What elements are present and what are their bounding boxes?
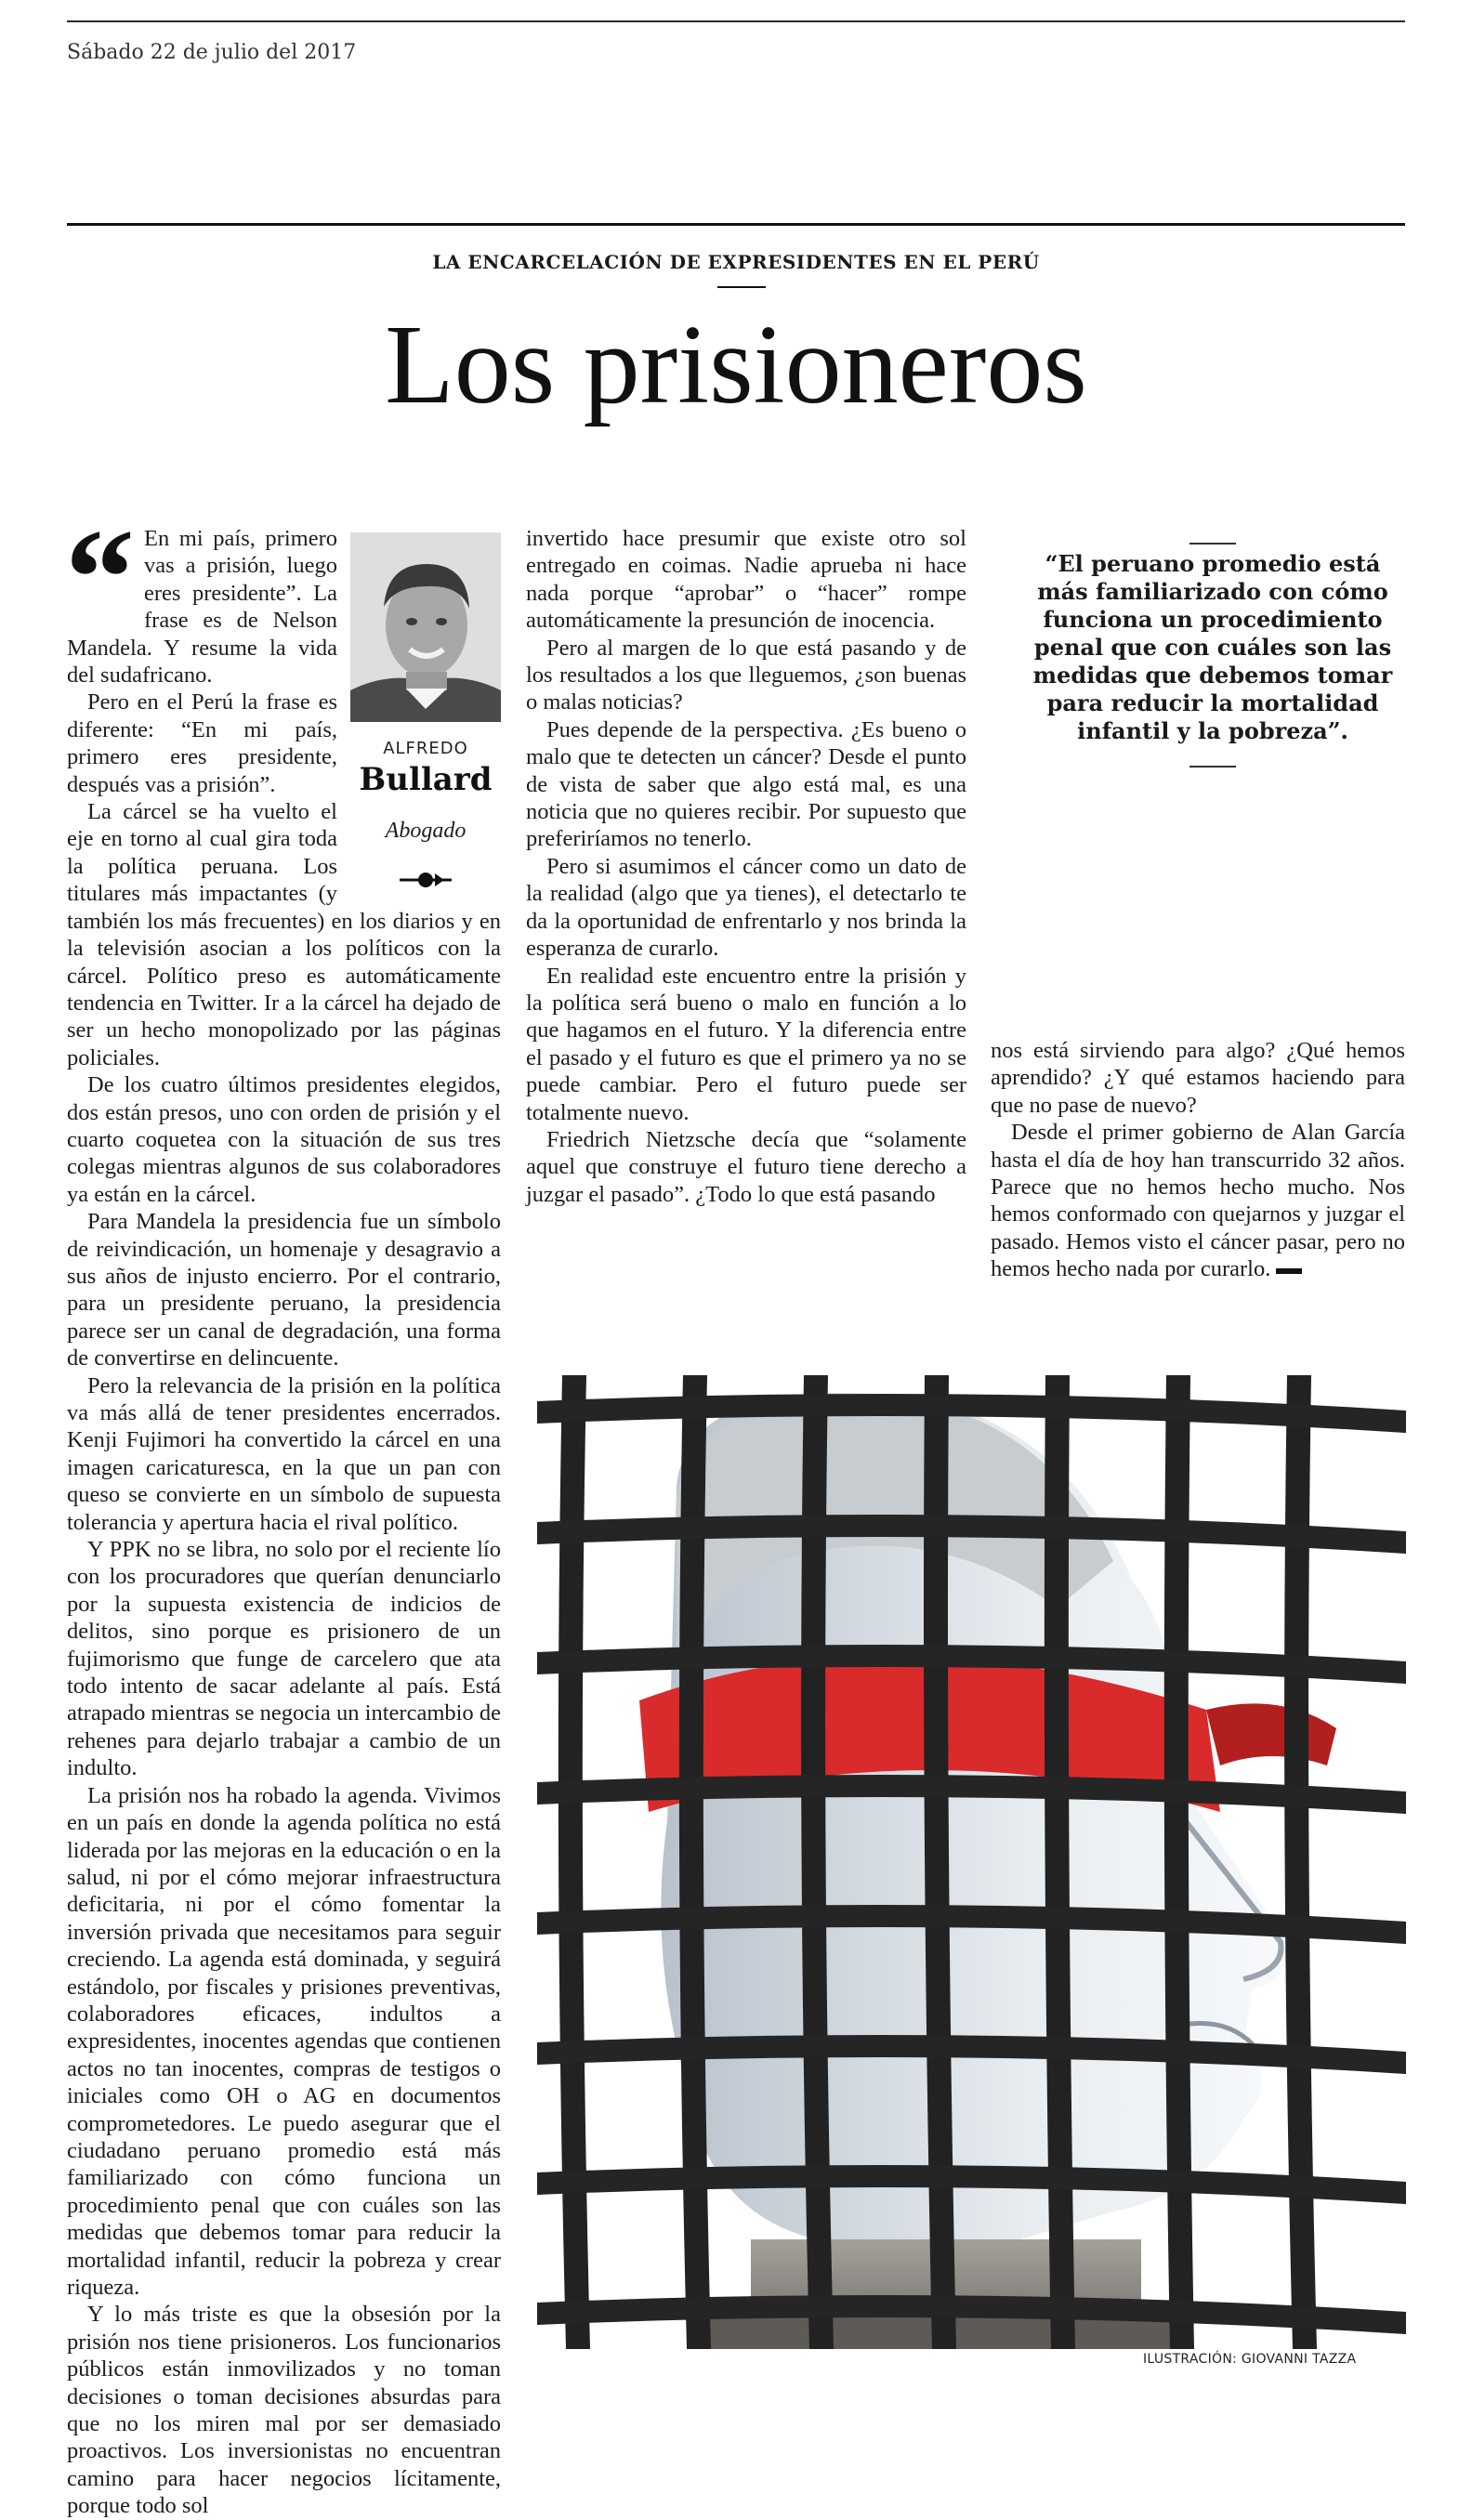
- paragraph: Pero la relevancia de la prisión en la política va más allá de tener presidentes encerrados. Kenji Fujimori ha convertido la cárcel en una imagen caricaturesca, en la que un pan con queso se convierte en un símbolo de supuesta tolerancia y apertura hacia el rival político.: [67, 1372, 501, 1535]
- kicker-underline: [717, 286, 766, 288]
- paragraph: invertido hace presumir que existe otro sol entregado en coimas. Nadie aprueba ni hace nada porque “aprobar” o “hacer” rompe automáticamente la presunción de inocencia.: [526, 526, 966, 634]
- paragraph: Y lo más triste es que la obsesión por la prisión nos tiene prisioneros. Los funcionarios públicos están inmovilizados y no toman decisiones o toman decisiones absurdas para que no los miren mal por ser demasiado proactivos. Los inversionistas no encuentran camino para hacer negocios lícitamente, porque todo sol: [67, 2302, 501, 2519]
- article-title: Los prisioneros: [385, 302, 1087, 427]
- paragraph: Pero si asumimos el cáncer como un dato de la realidad (algo que ya tienes), el detectarlo te da la oportunidad de enfrentarlo y nos brinda la esperanza de curarlo.: [526, 853, 966, 962]
- paragraph: [991, 1119, 1405, 1282]
- paragraph: nos está sirviendo para algo? ¿Qué hemos aprendido? ¿Y qué estamos haciendo para que no pase de nuevo?: [991, 1038, 1405, 1118]
- author-first-name: ALFREDO: [383, 739, 468, 758]
- paragraph: La cárcel se ha vuelto el eje en torno al cual gira toda la política peruana. Los titulares más impactantes (y también los más frecuentes) en los diarios y en la televisión asocian a los políticos con la cárcel. Político preso es automáticamente tendencia en Twitter. Ir a la cárcel ha dejado de ser un hecho monopolizado por las páginas policiales.: [67, 799, 501, 1070]
- pullquote-rule-bottom: [1189, 766, 1236, 768]
- paragraph: En realidad este encuentro entre la prisión y la política será bueno o malo en función a lo que hagamos en el futuro. Y la diferencia entre el pasado y el futuro es que el primero ya no se puede cambiar. Pero el futuro puede ser totalmente nuevo.: [526, 963, 966, 1125]
- section-rule: [67, 223, 1405, 226]
- end-of-article-icon: [1276, 1268, 1302, 1274]
- paragraph: Pues depende de la perspectiva. ¿Es bueno o malo que te detecten un cáncer? Desde el punto de vista de saber que algo está mal, es una noticia que no quieres recibir. Por supuesto que preferiríamos no tenerlo.: [526, 716, 966, 852]
- article-column-3: [991, 1037, 1405, 1283]
- top-rule: [67, 20, 1405, 22]
- paragraph: Pero en el Perú la frase es diferente: “En mi país, primero eres presidente, después vas a prisión”.: [67, 689, 337, 797]
- article-kicker: LA ENCARCELACIÓN DE EXPRESIDENTES EN EL PERÚ: [432, 251, 1040, 273]
- paragraph-text: Desde el primer gobierno de Alan García hasta el día de hoy han transcurrido 32 años. Parece que no hemos hecho mucho. Nos hemos conformado con quejarnos y juzgar el pasado. Hemos visto el cáncer pasar, pero no hemos hecho nada por curarlo.: [991, 1120, 1405, 1282]
- paragraph: Pero al margen de lo que está pasando y de los resultados a los que lleguemos, ¿son buenas o malas noticias?: [526, 635, 966, 715]
- article-column-1: [65, 501, 501, 2520]
- pull-quote: “El peruano promedio está más familiarizado con cómo funciona un procedimiento penal que con cuáles son las medidas que debemos tomar para reducir la mortalidad infantil y la pobreza”.: [1032, 550, 1393, 744]
- illustration-credit: ILUSTRACIÓN: GIOVANNI TAZZA: [1143, 2352, 1357, 2367]
- author-role: Abogado: [385, 819, 467, 844]
- author-photo: [350, 532, 501, 722]
- pullquote-rule-top: [1189, 543, 1236, 545]
- author-box: [350, 532, 501, 899]
- edition-date: Sábado 22 de julio del 2017: [67, 41, 357, 64]
- paragraph: La prisión nos ha robado la agenda. Vivimos en un país en donde la agenda política no está liderada por las mejoras en la educación o en la salud, ni por el cómo mejorar infraestructura deficitaria, ni por el cómo fomentar la inversión privada que necesitamos para seguir creciendo. La agenda está dominada, y seguirá estándolo, por fiscales y prisiones preventivas, colaboradores eficaces, indultos a expresidentes, inocentes agendas que contienen actos no tan inocentes, compras de testigos o iniciales como OH o AG en documentos comprometedores. Le puedo asegurar que el ciudadano peruano promedio está más familiarizado con cómo funciona un procedimiento penal que con cuáles son las medidas que debemos tomar para reducir la mortalidad infantil, reducir la pobreza y crear riqueza.: [67, 1782, 501, 2300]
- author-last-name: Bullard: [359, 761, 493, 799]
- paragraph: En mi país, primero vas a prisión, luego eres presidente”. La frase es de Nelson Mandela. Y resume la vida del sudafricano.: [67, 526, 337, 689]
- author-ornament-icon: [396, 866, 455, 894]
- article-column-2: [526, 525, 966, 1208]
- drop-quote-mark: “: [65, 501, 135, 655]
- paragraph: De los cuatro últimos presidentes elegidos, dos están presos, uno con orden de prisión y el cuarto coquetea con la situación de sus tres colegas mientras algunos de sus colaboradores ya están en la cárcel.: [67, 1072, 501, 1207]
- paragraph: Para Mandela la presidencia fue un símbolo de reivindicación, un homenaje y desagravio a sus años de injusto encierro. Por el contrario, para un presidente peruano, la presidencia parece ser un canal de degradación, una forma de convertirse en delincuente.: [67, 1209, 501, 1372]
- paragraph: Y PPK no se libra, no solo por el reciente lío con los procuradores que querían denunciarlo por la supuesta existencia de indicios de delitos, sino porque es prisionero de un fujimorismo que funge de carcelero que ata todo intento de sacar adelante al país. Está atrapado mientras se negocia un intercambio de rehenes para dejarlo trabajar a cambio de un indulto.: [67, 1537, 501, 1781]
- illustration: [537, 1375, 1406, 2349]
- paragraph: Friedrich Nietzsche decía que “solamente aquel que construye el futuro tiene derecho a juzgar el pasado”. ¿Todo lo que está pasando: [526, 1126, 966, 1207]
